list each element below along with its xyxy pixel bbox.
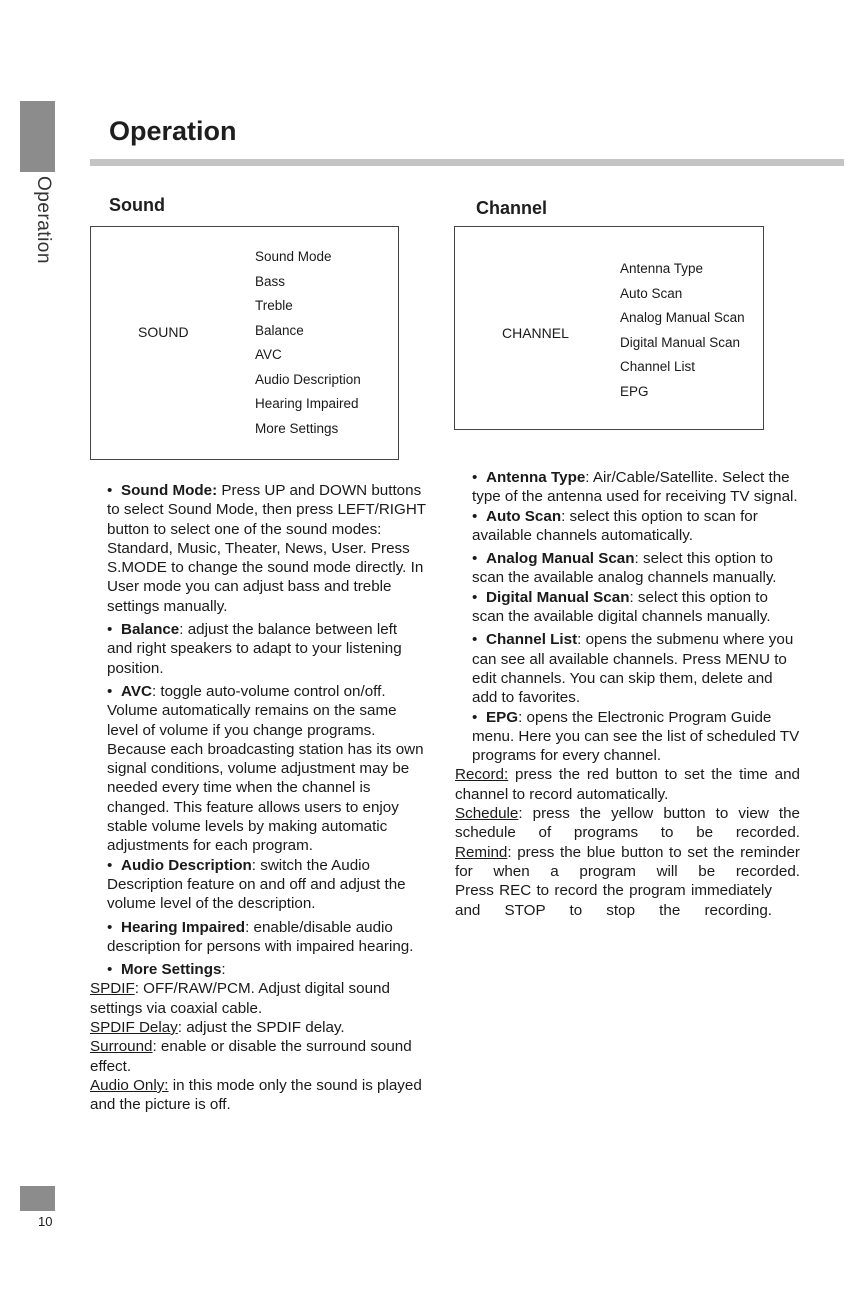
channel-heading: Channel [476,198,548,218]
audio-only-paragraph: Audio Only: in this mode only the sound is played and the picture is off. [90,1076,422,1114]
epg-paragraph: • EPG: opens the Electronic Program Guide menu. Here you can see the list of scheduled TV programs for every channel. [472,708,800,765]
channel-menu-item: Channel List [620,359,696,374]
balance-paragraph: • Balance: adjust the balance between left and right speakers to adapt to your listening position. [107,621,402,677]
rec-stop-paragraph: Press REC to record the program immediately and STOP to stop the recording. [455,882,772,919]
bullet: • [472,507,478,525]
bullet: • [107,961,113,979]
page-number: 10 [38,1214,53,1229]
channel-menu-label: CHANNEL [502,325,569,341]
bullet: • [472,631,478,649]
bullet: • [472,469,478,486]
sound-menu-item: Audio Description [255,371,361,387]
bullet: • [472,550,478,568]
channel-menu-diagram [454,226,764,430]
sound-menu-item: Treble [255,298,293,313]
channel-menu-items [620,257,745,404]
schedule-paragraph: Schedule: press the yellow button to view the schedule of programs to be recorded. [455,805,800,842]
channel-menu-item: Analog Manual Scan [620,310,745,325]
remind-paragraph: Remind: press the blue button to set the reminder for when a program will be recorded. [455,843,800,880]
sound-menu-item: Bass [255,273,286,289]
sound-menu-item: AVC [255,347,282,362]
channel-description [455,468,800,920]
analog-manual-scan-paragraph: • Analog Manual Scan: select this option to scan the available analog channels manually. [472,550,777,587]
sound-menu-items [255,245,361,441]
avc-paragraph: • AVC: toggle auto-volume control on/off. Volume automatically remains on the same level of volume if you change programs. Because each broadcasting station has its own signal conditions, volume adjustment may be needed every time when the channel is changed. This feature allows users to enjoy stable volume levels by making automatic adjustments for each program. [107,682,424,855]
sound-menu-item: More Settings [255,420,339,436]
bullet: • [107,918,113,936]
bullet: • [107,482,113,499]
sound-menu-item: Balance [255,322,304,338]
sound-menu-label: SOUND [138,324,189,340]
bullet: • [107,682,113,700]
channel-menu-item: Digital Manual Scan [620,334,741,350]
channel-menu-item: EPG [620,383,649,399]
channel-list-paragraph: • Channel List: opens the submenu where you can see all available channels. Press MENU to edit channels. You can skip them, delete and add to favorites. [472,631,794,707]
page-tab-marker [20,1186,55,1211]
bullet: • [107,621,113,639]
sound-heading: Sound [109,195,165,215]
auto-scan-paragraph: • Auto Scan: select this option to scan for available channels automatically. [472,507,758,544]
side-tab-label: Operation [33,176,54,264]
sound-mode-paragraph: • Sound Mode: Press UP and DOWN buttons to select Sound Mode, then press LEFT/RIGHT button to select one of the sound modes: Standard, Music, Theater, News, User. Press S.MODE to change the sound mode directly. In User mode you can adjust bass and treble settings manually. [107,482,426,615]
sound-menu-item: Sound Mode [255,249,332,264]
title-rule [90,159,844,166]
bullet: • [472,588,478,606]
page-title: Operation [109,116,237,146]
spdif-paragraph: SPDIF: OFF/RAW/PCM. Adjust digital sound settings via coaxial cable. [90,980,390,1017]
audio-description-paragraph: • Audio Description: switch the Audio Description feature on and off and adjust the volume level of the description. [107,856,406,913]
surround-paragraph: Surround: enable or disable the surround sound effect. [90,1038,412,1075]
bullet: • [107,856,113,874]
sound-menu-diagram [90,226,399,460]
hearing-impaired-paragraph: • Hearing Impaired: enable/disable audio description for persons with impaired hearing. [107,918,414,955]
sound-description [90,481,426,1115]
bullet: • [472,708,478,726]
side-tab-marker [20,101,55,172]
more-settings-paragraph: • More Settings: [107,961,226,979]
record-paragraph: Record: press the red button to set the time and channel to record automatically. [455,766,800,803]
sound-menu-item: Hearing Impaired [255,396,359,411]
channel-menu-item: Auto Scan [620,285,683,301]
channel-menu-item: Antenna Type [620,261,704,276]
antenna-type-paragraph: • Antenna Type: Air/Cable/Satellite. Select the type of the antenna used for receiving TV signal. [472,469,798,506]
digital-manual-scan-paragraph: • Digital Manual Scan: select this option to scan the available digital channels manually. [472,588,771,626]
spdif-delay-paragraph: SPDIF Delay: adjust the SPDIF delay. [90,1019,345,1037]
